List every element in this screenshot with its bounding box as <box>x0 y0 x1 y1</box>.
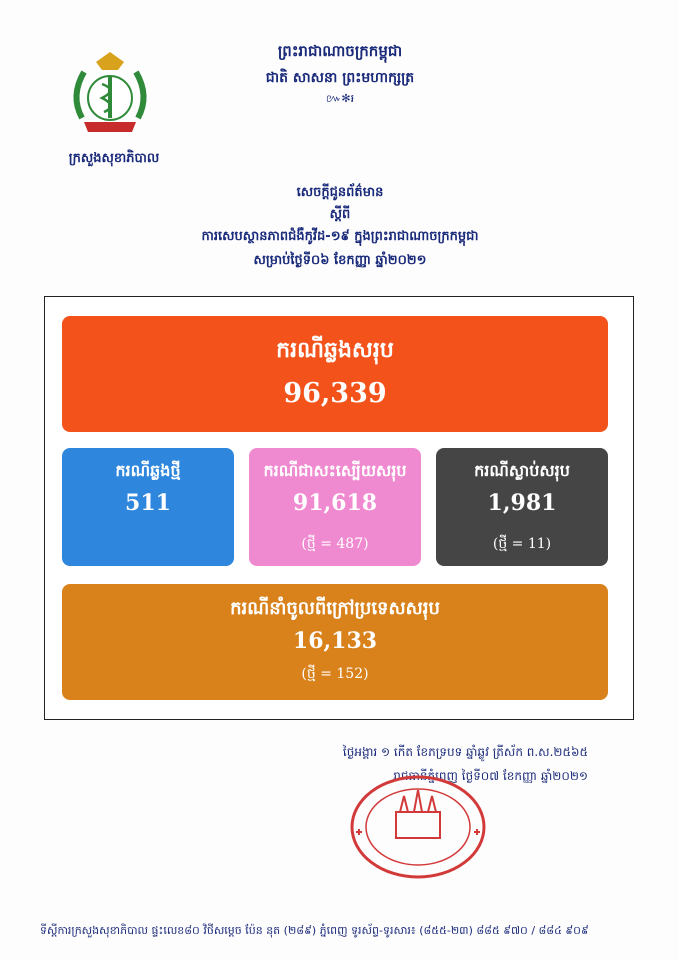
imported-cases-card <box>62 584 608 700</box>
total-cases-label: ករណីឆ្លងសរុប <box>276 338 394 363</box>
lunar-date: ថ្ងៃអង្គារ ១ កើត ខែភទ្របទ ឆ្នាំឆ្លូវ ត្រីស័ក ព.ស.២៥៦៥ <box>342 745 588 759</box>
imported-new-value: (ថ្មី = 152) <box>301 666 369 682</box>
ministry-emblem-icon <box>62 48 158 144</box>
total-cases-value: 96,339 <box>283 378 387 409</box>
kingdom-title: ព្រះរាជាណាចក្រកម្ពុជា <box>277 42 403 60</box>
total-cases-card <box>62 316 608 432</box>
new-cases-label: ករណីឆ្លងថ្មី <box>115 461 181 480</box>
new-cases-value: 511 <box>125 490 171 516</box>
notice-title: សេចក្តីជូនព័ត៌មាន <box>296 185 384 200</box>
deaths-label: ករណីស្លាប់សរុប <box>474 461 570 480</box>
notice-date: សម្រាប់ថ្ងៃទី០៦ ខែកញ្ញា ឆ្នាំ២០២១ <box>253 253 427 268</box>
new-cases-card <box>62 448 234 566</box>
deaths-card <box>436 448 608 566</box>
official-seal-icon <box>348 772 488 882</box>
ornament-divider: ៚✻៛ <box>325 92 355 105</box>
recovered-value: 91,618 <box>292 490 378 516</box>
imported-cases-label: ករណីនាំចូលពីក្រៅប្រទេសសរុប <box>230 598 440 619</box>
recovered-card <box>249 448 421 566</box>
footer-address: ទីស្តីការក្រសួងសុខាភិបាល ផ្ទះលេខ៨០ វិថីសម្តេច ប៉ែន នុត (២៨៩) ភ្នំពេញ ទូរស័ព្ទ-ទូរសារ៖ (៨៥៥-២៣) ៨៨៥ ៩៧០ / ៨៨៤ ៩០៩ <box>40 924 589 937</box>
recovered-label: ករណីជាសះស្បើយសរុប <box>263 461 407 480</box>
national-motto: ជាតិ សាសនា ព្រះមហាក្សត្រ <box>265 70 415 86</box>
imported-cases-value: 16,133 <box>292 628 378 654</box>
notice-subject-label: ស្តីពី <box>329 207 351 222</box>
deaths-new-value: (ថ្មី = 11) <box>492 536 552 552</box>
notice-subject: ការសេបស្ថានភាពជំងឺកូវីដ-១៩ ក្នុងព្រះរាជាណាចក្រកម្ពុជា <box>201 229 479 244</box>
ministry-name: ក្រសួងសុខាភិបាល <box>68 151 160 166</box>
deaths-value: 1,981 <box>487 490 557 516</box>
solar-date: រាជធានីភ្នំពេញ ថ្ងៃទី០៧ ខែកញ្ញា ឆ្នាំ២០២១ <box>393 769 588 783</box>
recovered-new-value: (ថ្មី = 487) <box>301 536 369 552</box>
